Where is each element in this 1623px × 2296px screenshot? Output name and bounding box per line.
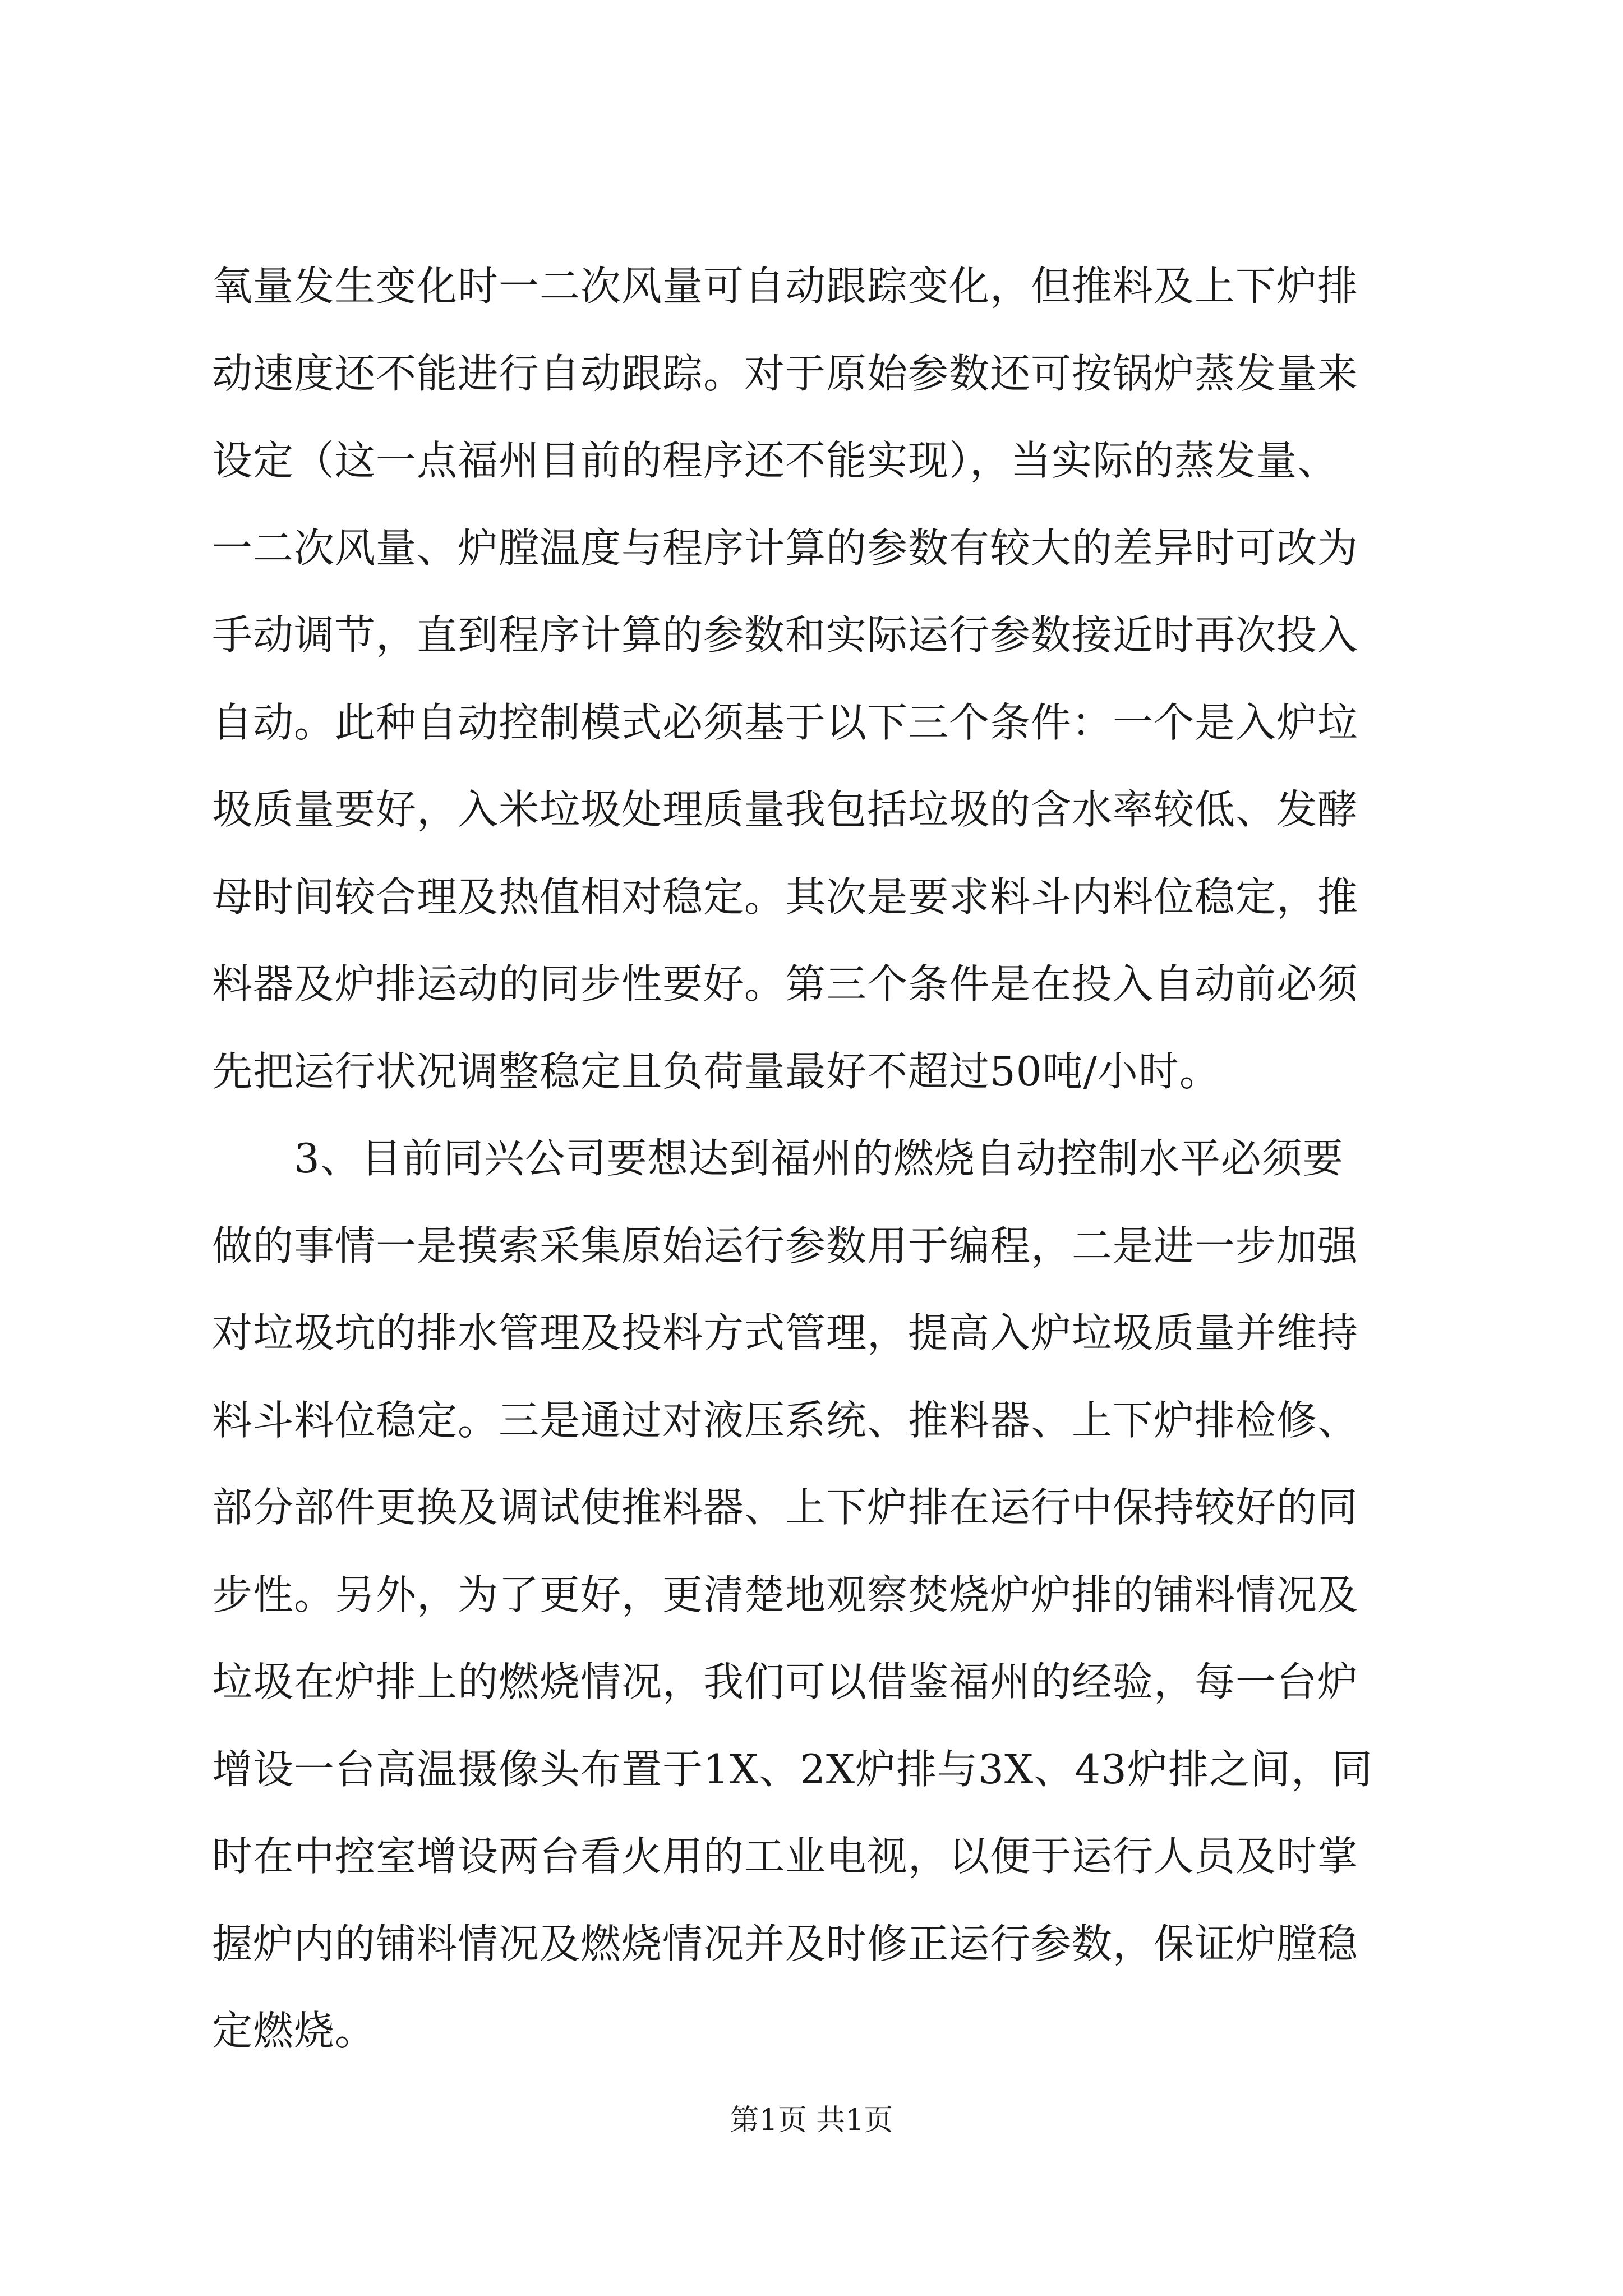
text-line: 做的事情一是摸索采集原始运行参数用于编程，二是进一步加强 [212, 1222, 1359, 1269]
text-line: 料器及炉排运动的同步性要好。第三个条件是在投入自动前必须 [212, 960, 1359, 1007]
page-footer: 第1页 共1页 [730, 2104, 893, 2137]
text-line: 自动。此种自动控制模式必须基于以下三个条件：一个是入炉垃 [212, 698, 1359, 746]
text-line: 母时间较合理及热值相对稳定。其次是要求料斗内料位稳定，推 [212, 873, 1359, 921]
text-line: 氧量发生变化时一二次风量可自动跟踪变化，但推料及上下炉排 [212, 263, 1359, 310]
paragraph-start-line: 3、目前同兴公司要想达到福州的燃烧自动控制水平必须要 [294, 1135, 1344, 1182]
text-line: 部分部件更换及调试使推料器、上下炉排在运行中保持较好的同 [212, 1484, 1359, 1531]
text-line: 定燃烧。 [212, 2007, 376, 2054]
text-line: 手动调节，直到程序计算的参数和实际运行参数接近时再次投入 [212, 611, 1359, 659]
text-line: 垃圾在炉排上的燃烧情况，我们可以借鉴福州的经验，每一台炉 [212, 1658, 1359, 1705]
text-line: 设定（这一点福州目前的程序还不能实现），当实际的蒸发量、 [212, 437, 1339, 484]
text-line: 增设一台高温摄像头布置于1X、2X炉排与3X、43炉排之间，同 [212, 1745, 1373, 1793]
text-line: 对垃圾坑的排水管理及投料方式管理，提高入炉垃圾质量并维持 [212, 1309, 1359, 1356]
text-line: 先把运行状况调整稳定且负荷量最好不超过50吨/小时。 [212, 1047, 1220, 1095]
text-line: 步性。另外，为了更好，更清楚地观察焚烧炉炉排的铺料情况及 [212, 1571, 1359, 1618]
text-line: 动速度还不能进行自动跟踪。对于原始参数还可按锅炉蒸发量来 [212, 349, 1359, 397]
text-line: 时在中控室增设两台看火用的工业电视，以便于运行人员及时掌 [212, 1833, 1359, 1880]
text-line: 一二次风量、炉膛温度与程序计算的参数有较大的差异时可改为 [212, 524, 1359, 572]
text-line: 料斗料位稳定。三是通过对液压系统、推料器、上下炉排检修、 [212, 1396, 1359, 1444]
text-line: 握炉内的铺料情况及燃烧情况并及时修正运行参数，保证炉膛稳 [212, 1920, 1359, 1967]
text-line: 圾质量要好，入米垃圾处理质量我包括垃圾的含水率较低、发酵 [212, 786, 1359, 833]
